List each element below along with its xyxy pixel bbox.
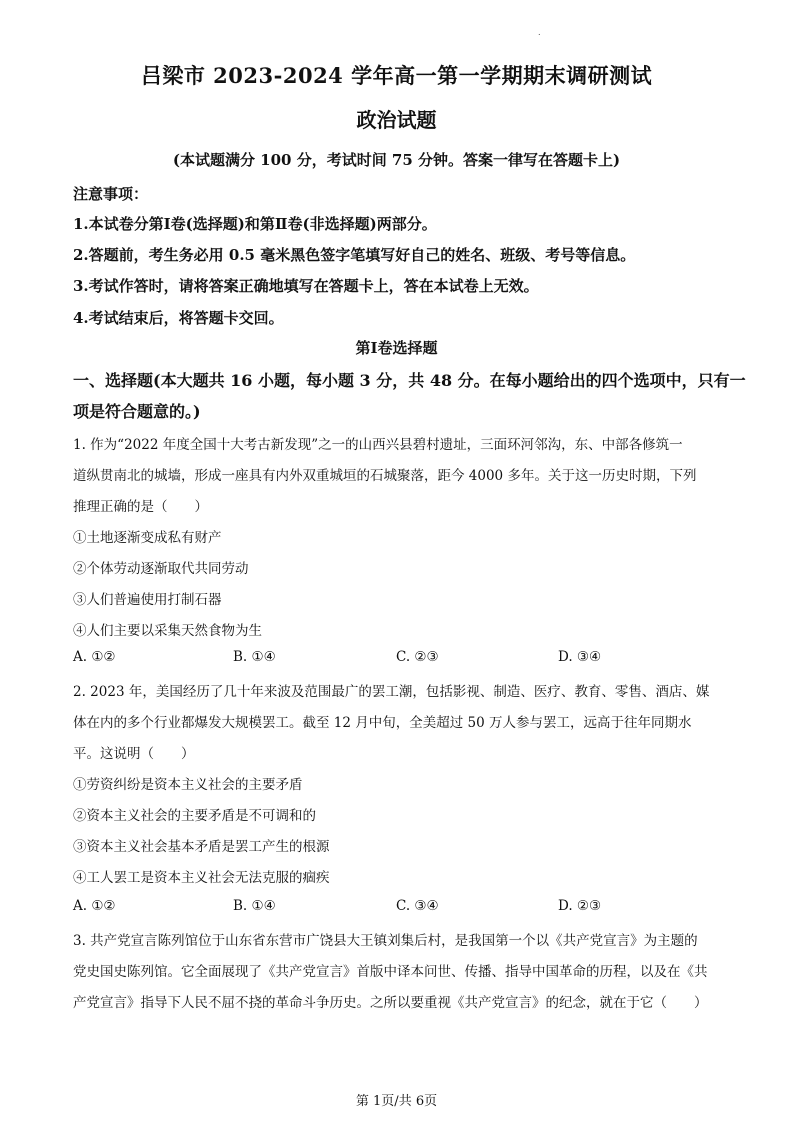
question-2-stem: 体在内的多个行业都爆发大规模罢工。截至 12 月中旬，全美超过 50 万人参与罢工，远高于往年同期水 — [73, 715, 692, 731]
question-3-stem: 3. 共产党宣言陈列馆位于山东省东营市广饶县大王镇刘集后村，是我国第一个以《共产党宣言》为主题的 — [73, 933, 698, 949]
question-1-statement: ②个体劳动逐渐取代共同劳动 — [73, 561, 249, 577]
subject-title: 政治试题 — [356, 108, 437, 132]
question-2-statement: ③资本主义社会基本矛盾是罢工产生的根源 — [73, 839, 330, 855]
question-2-statement: ①劳资纠纷是资本主义社会的主要矛盾 — [73, 777, 303, 793]
exam-info: (本试题满分 100 分，考试时间 75 分钟。答案一律写在答题卡上) — [172, 151, 621, 169]
question-2-option-d: D. ②③ — [558, 898, 602, 914]
part-one-title-cont: 项是符合题意的。) — [73, 402, 201, 421]
scan-mark: . — [538, 28, 541, 37]
question-2-option-b: B. ①④ — [233, 898, 276, 914]
question-2-option-a: A. ①② — [73, 898, 116, 914]
notice-item: 4.考试结束后，将答题卡交回。 — [73, 309, 284, 327]
question-1-stem: 推理正确的是（ ） — [73, 499, 208, 515]
question-2-stem: 平。这说明（ ） — [73, 746, 195, 762]
question-1-option-b: B. ①④ — [233, 649, 276, 665]
section-title: 第Ⅰ卷选择题 — [355, 339, 438, 357]
question-1-statement: ③人们普遍使用打制石器 — [73, 592, 222, 608]
question-2-statement: ④工人罢工是资本主义社会无法克服的痼疾 — [73, 870, 330, 886]
notice-item: 1.本试卷分第Ⅰ卷(选择题)和第Ⅱ卷(非选择题)两部分。 — [73, 215, 437, 233]
question-1-stem: 道纵贯南北的城墙，形成一座具有内外双重城垣的石城聚落，距今 4000 多年。关于这一历史时期，下列 — [73, 468, 697, 484]
question-1-stem: 1. 作为“2022 年度全国十大考古新发现”之一的山西兴县碧村遗址，三面环河邻沟，东、中部各修筑一 — [73, 437, 683, 453]
exam-title: 吕梁市 2023-2024 学年高一第一学期期末调研测试 — [140, 63, 653, 88]
question-3-stem: 党史国史陈列馆。它全面展现了《共产党宣言》首版中译本问世、传播、指导中国革命的历程，以及在《共 — [73, 964, 708, 980]
question-2-option-c: C. ③④ — [396, 898, 439, 914]
part-one-title: 一、选择题(本大题共 16 小题，每小题 3 分，共 48 分。在每小题给出的四个选项中，只有一 — [73, 371, 746, 390]
notice-item: 3.考试作答时，请将答案正确地填写在答题卡上，答在本试卷上无效。 — [73, 277, 539, 295]
notice-heading: 注意事项： — [73, 185, 149, 203]
notice-item: 2.答题前，考生务必用 0.5 毫米黑色签字笔填写好自己的姓名、班级、考号等信息。 — [73, 246, 636, 264]
question-1-statement: ①土地逐渐变成私有财产 — [73, 530, 222, 546]
question-1-option-d: D. ③④ — [558, 649, 602, 665]
question-1-option-c: C. ②③ — [396, 649, 439, 665]
question-3-stem: 产党宣言》指导下人民不屈不挠的革命斗争历史。之所以要重视《共产党宣言》的纪念，就在于它（ ） — [73, 995, 708, 1011]
question-2-statement: ②资本主义社会的主要矛盾是不可调和的 — [73, 808, 316, 824]
question-1-option-a: A. ①② — [73, 649, 116, 665]
question-1-statement: ④人们主要以采集天然食物为生 — [73, 623, 262, 639]
page-footer: 第 1页/共 6页 — [355, 1094, 438, 1109]
question-2-stem: 2. 2023 年，美国经历了几十年来波及范围最广的罢工潮，包括影视、制造、医疗、教育、零售、酒店、媒 — [73, 684, 710, 700]
